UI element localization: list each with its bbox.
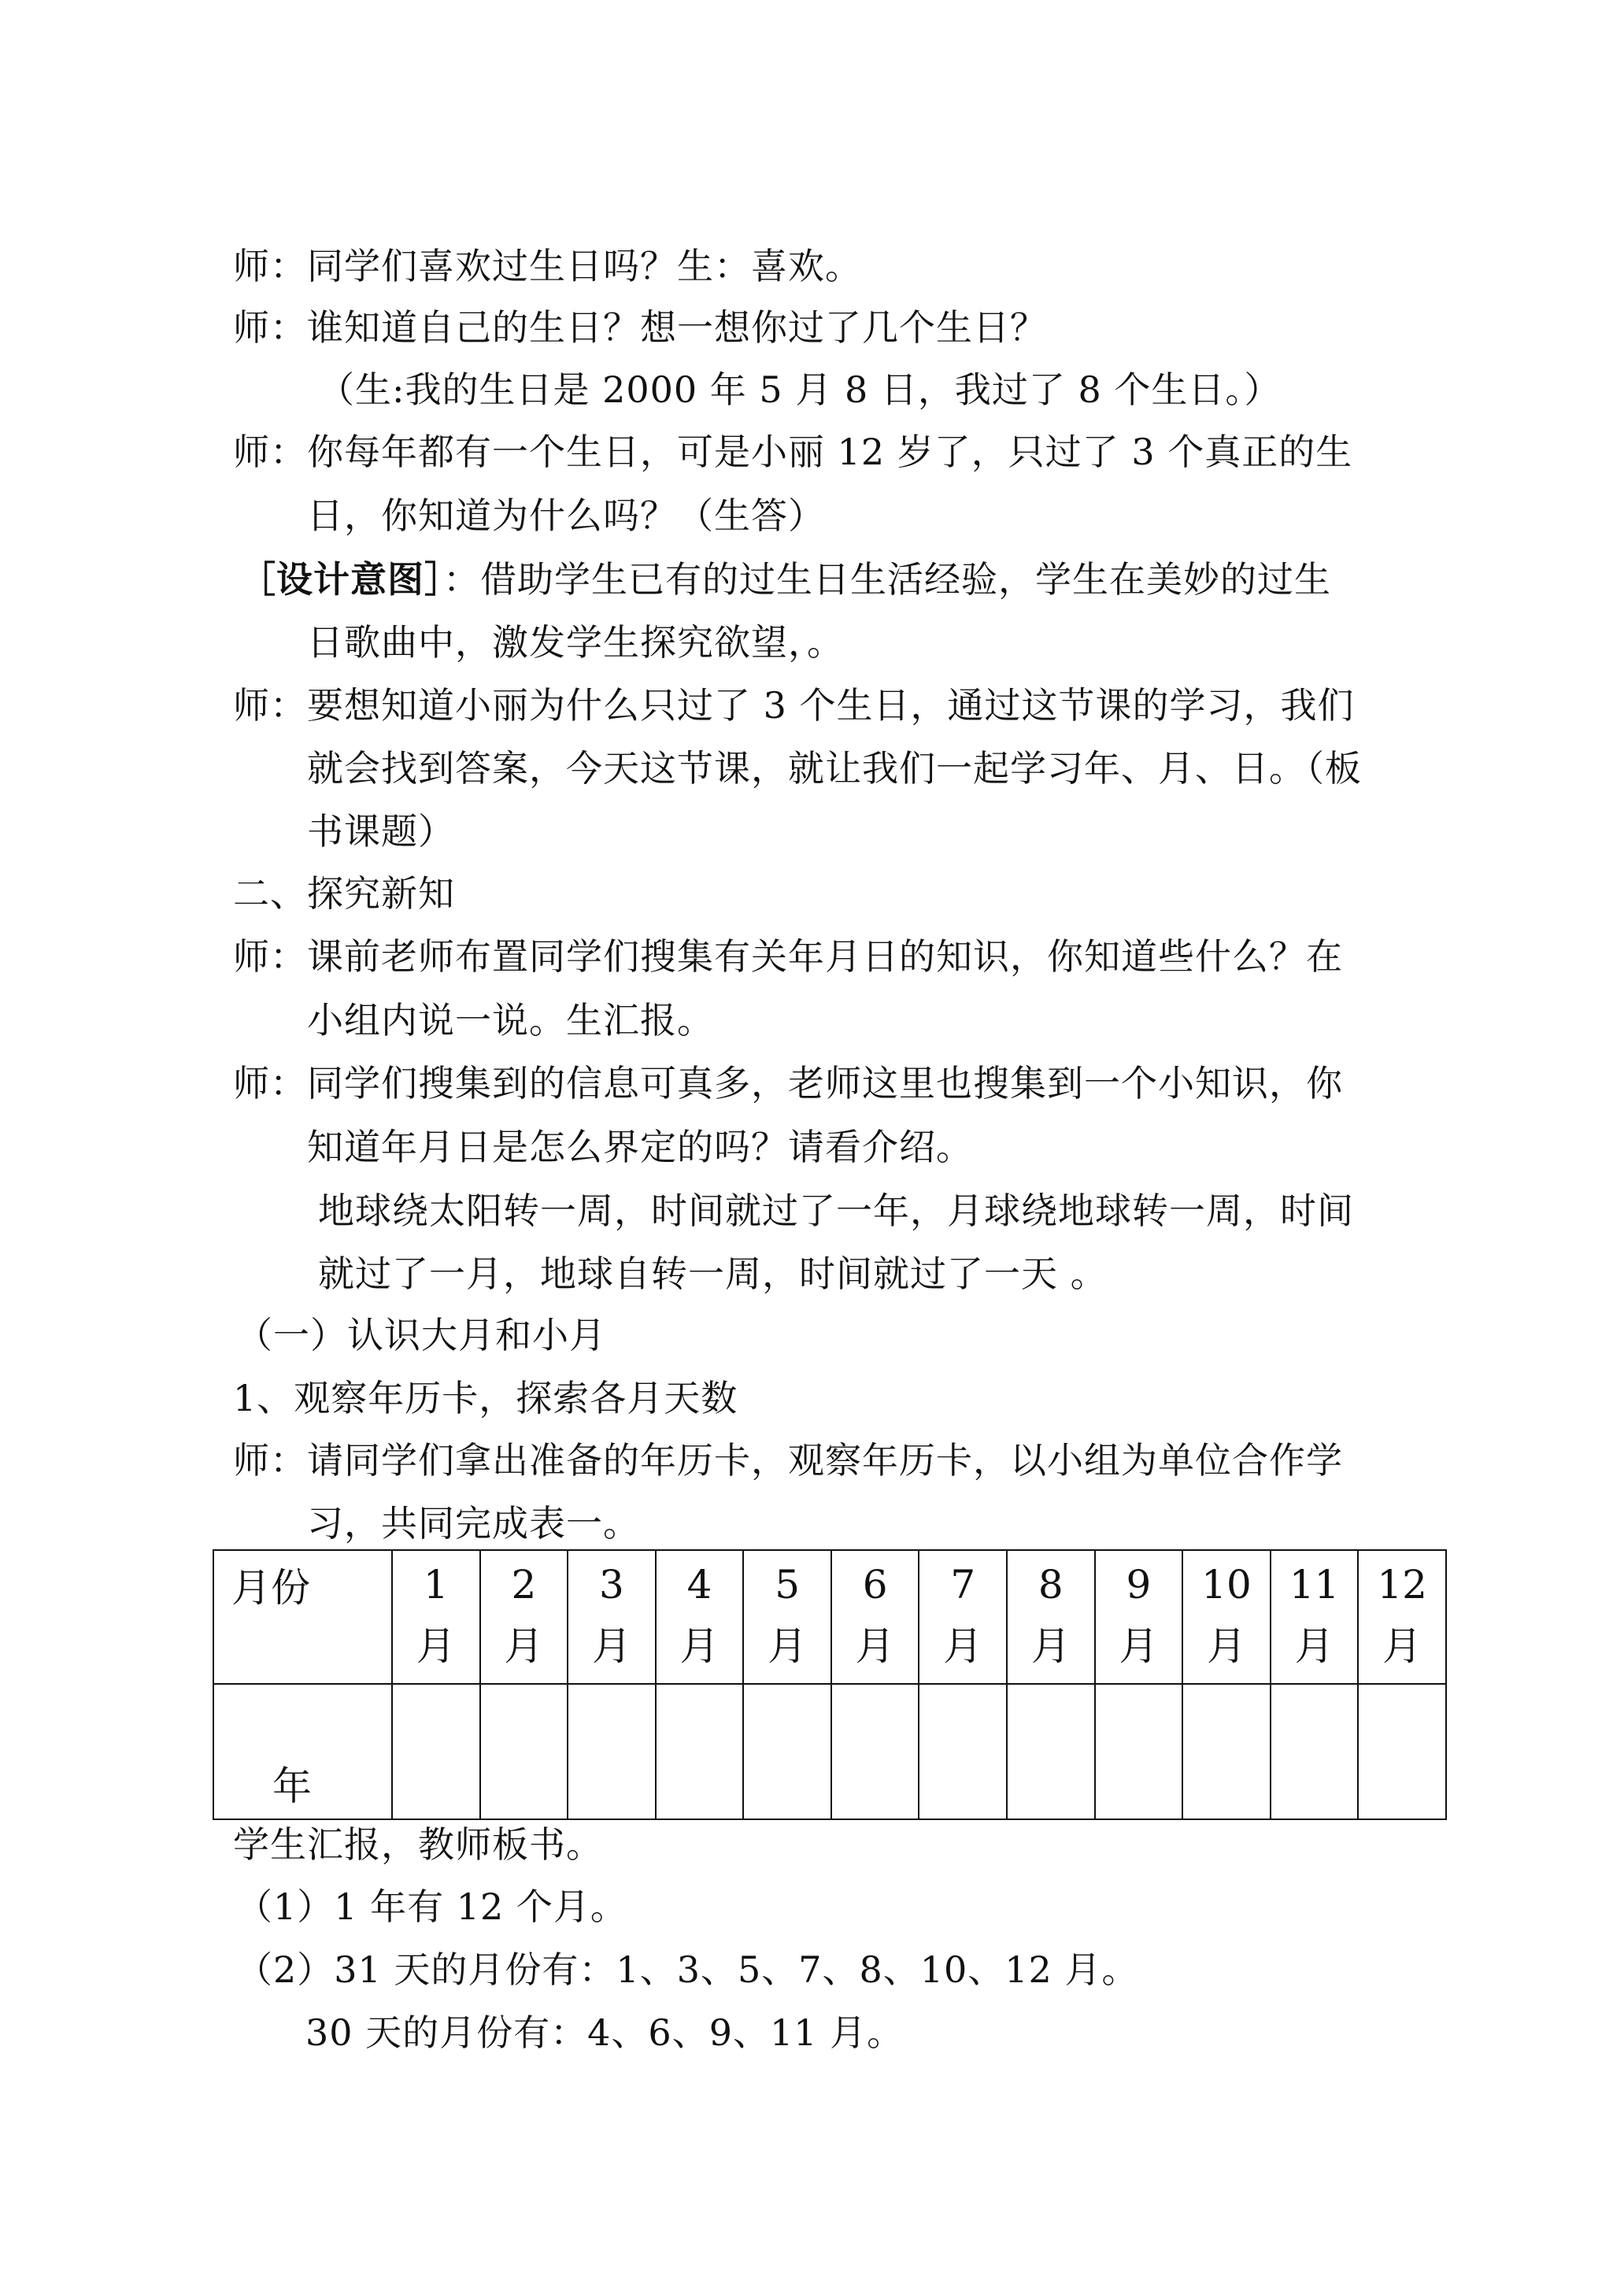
intro-text: 地球绕太阳转一周，时间就过了一年，月球绕地球转一周，时间 — [318, 1190, 1354, 1232]
student-answer: （生:我的生日是 2000 年 5 月 8 日，我过了 8 个生日。） — [318, 368, 1282, 411]
empty-cell[interactable] — [743, 1684, 831, 1819]
empty-cell[interactable] — [1007, 1684, 1095, 1819]
table-header-row — [213, 1550, 1446, 1684]
report-line: 学生汇报，教师板书。 — [233, 1823, 603, 1866]
board-note: 30 天的月份有：4、6、9、11 月。 — [305, 2011, 904, 2054]
empty-cell[interactable] — [480, 1684, 568, 1819]
empty-cell[interactable] — [392, 1684, 480, 1819]
dialogue-continuation: 知道年月日是怎么界定的吗？请看介绍。 — [307, 1126, 973, 1168]
month-days-table — [213, 1549, 1447, 1820]
step-heading: 1、观察年历卡，探索各月天数 — [233, 1377, 738, 1419]
dialogue-continuation: 日，你知道为什么吗？（生答） — [307, 494, 825, 537]
empty-cell[interactable] — [568, 1684, 656, 1819]
design-intent-continuation: 日歌曲中，激发学生探究欲望，。 — [307, 621, 844, 664]
dialogue-line: 师：谁知道自己的生日？想一想你过了几个生日？ — [233, 306, 1047, 349]
month-cell: 7 月 — [919, 1550, 1007, 1684]
empty-cell[interactable] — [656, 1684, 744, 1819]
dialogue-continuation: 就会找到答案，今天这节课，就让我们一起学习年、月、日。（板 — [307, 747, 1362, 790]
design-intent-label: ［设计意图］ — [239, 558, 443, 601]
subsection-heading: （一）认识大月和小月 — [236, 1314, 606, 1356]
dialogue-line: 师：请同学们拿出准备的年历卡，观察年历卡，以小组为单位合作学 — [233, 1439, 1343, 1482]
board-note: （2）31 天的月份有：1、3、5、7、8、10、12 月。 — [236, 1948, 1139, 1991]
dialogue-continuation: 书课题） — [307, 810, 455, 853]
dialogue-line: 师：要想知道小丽为什么只过了 3 个生日，通过这节课的学习，我们 — [233, 684, 1355, 727]
dialogue-continuation: 小组内说一说。生汇报。 — [307, 999, 714, 1042]
month-cell: 10 月 — [1182, 1550, 1271, 1684]
month-cell: 11 月 — [1271, 1550, 1359, 1684]
dialogue-continuation: 习，共同完成表一。 — [307, 1502, 640, 1545]
section-heading: 二、探究新知 — [233, 872, 455, 915]
month-cell: 12 月 — [1358, 1550, 1446, 1684]
empty-cell[interactable] — [1182, 1684, 1271, 1819]
month-cell: 8 月 — [1007, 1550, 1095, 1684]
month-cell: 9 月 — [1095, 1550, 1183, 1684]
month-cell: 1 月 — [392, 1550, 480, 1684]
design-intent — [239, 556, 1331, 603]
month-cell: 4 月 — [656, 1550, 744, 1684]
month-cell: 6 月 — [831, 1550, 919, 1684]
month-cell: 3 月 — [568, 1550, 656, 1684]
empty-cell[interactable] — [831, 1684, 919, 1819]
empty-cell[interactable] — [1095, 1684, 1183, 1819]
dialogue-line: 师：同学们喜欢过生日吗？生：喜欢。 — [233, 245, 862, 287]
month-cell: 2 月 — [480, 1550, 568, 1684]
month-header-label: 月份 — [213, 1550, 392, 1684]
empty-cell[interactable] — [1358, 1684, 1446, 1819]
empty-cell[interactable] — [1271, 1684, 1359, 1819]
design-intent-text: ：借助学生已有的过生日生活经验，学生在美妙的过生 — [443, 558, 1331, 601]
dialogue-line: 师：同学们搜集到的信息可真多，老师这里也搜集到一个小知识，你 — [233, 1062, 1343, 1104]
table-row — [213, 1684, 1446, 1819]
intro-text: 就过了一月，地球自转一周，时间就过了一天 。 — [318, 1252, 1108, 1295]
board-note: （1）1 年有 12 个月。 — [236, 1885, 627, 1928]
dialogue-line: 师：课前老师布置同学们搜集有关年月日的知识，你知道些什么？在 — [233, 935, 1343, 978]
year-row-label: 年 — [213, 1684, 392, 1819]
dialogue-line: 师：你每年都有一个生日，可是小丽 12 岁了，只过了 3 个真正的生 — [233, 431, 1353, 473]
month-cell: 5 月 — [743, 1550, 831, 1684]
empty-cell[interactable] — [919, 1684, 1007, 1819]
